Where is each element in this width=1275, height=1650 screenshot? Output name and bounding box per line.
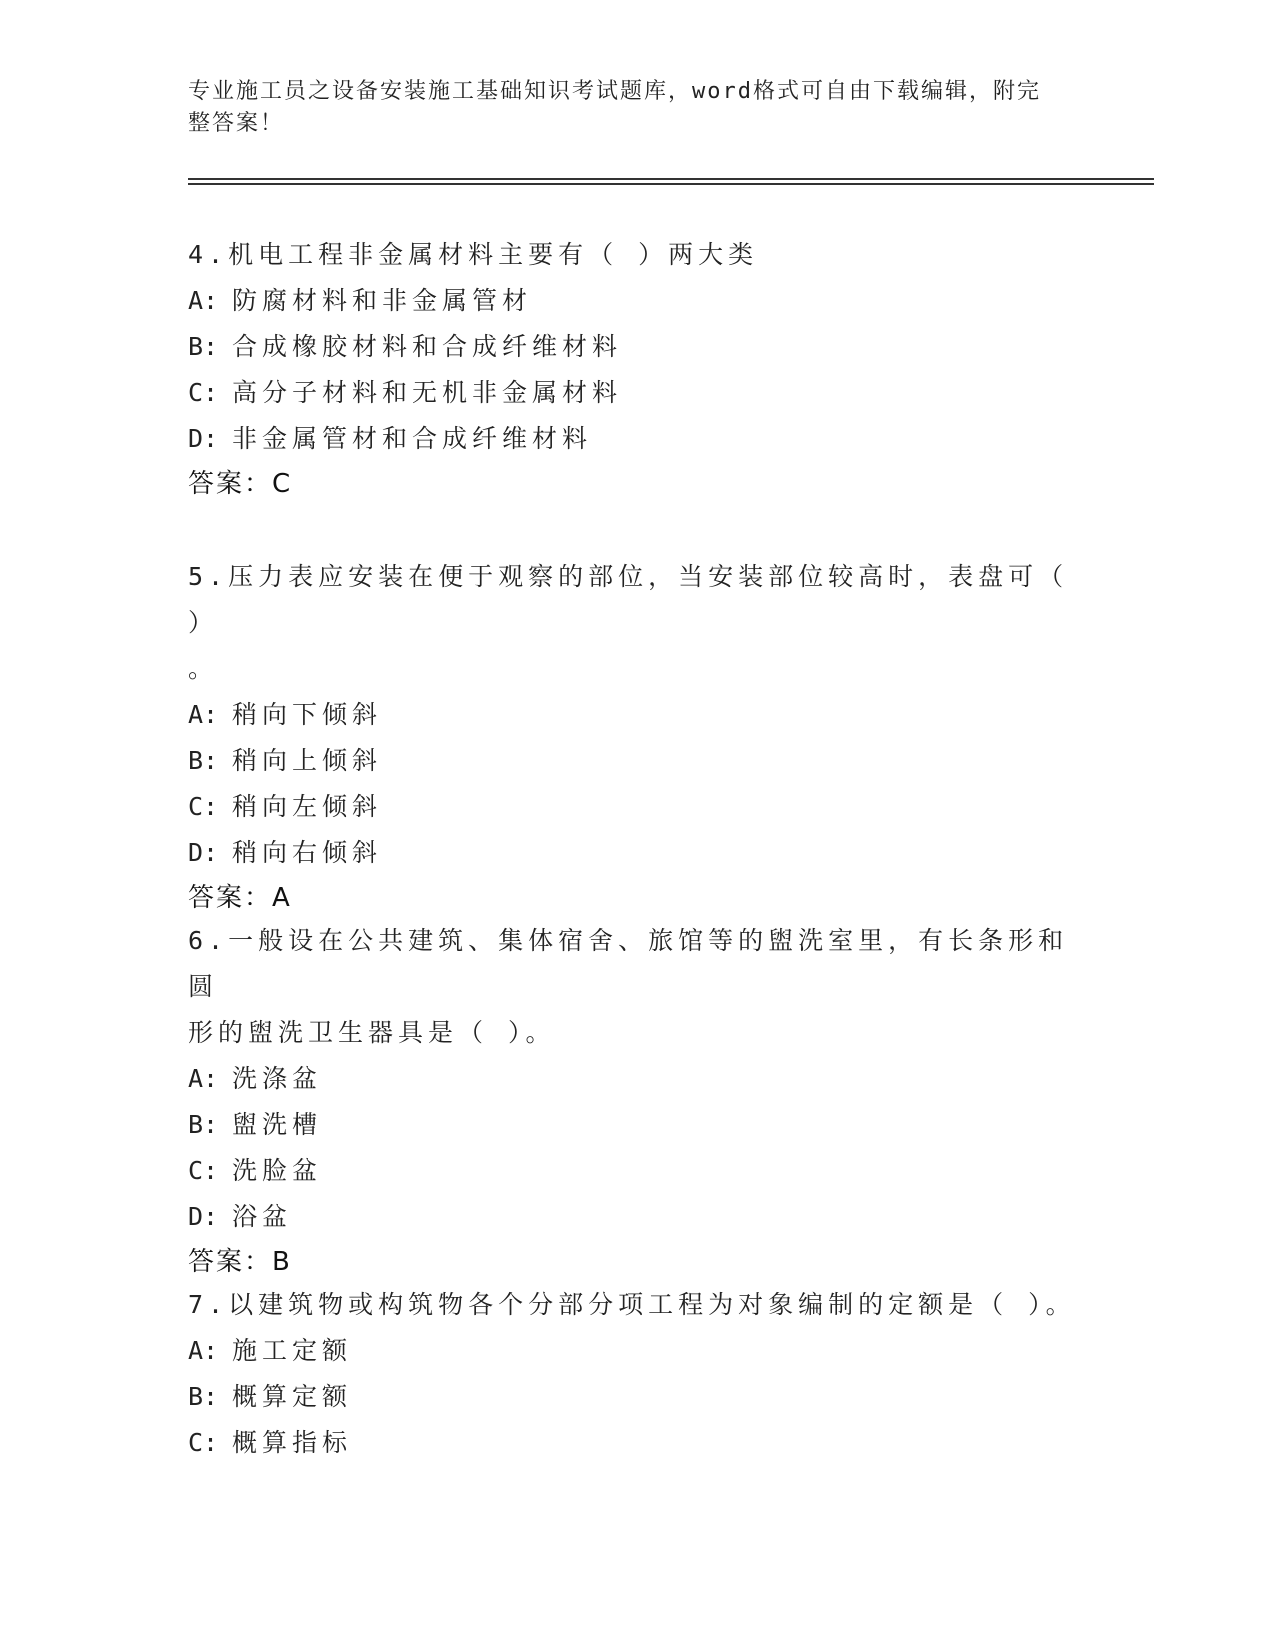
option-letter: C: [188,792,219,821]
option-text: 洗脸盆 [232,1156,323,1185]
header-rule-bottom [188,183,1154,185]
option-text: 稍向下倾斜 [232,700,383,729]
option-b [188,324,1088,370]
option-c [188,1148,1088,1194]
option-text: 高分子材料和无机非金属材料 [232,378,623,407]
option-text: 洗涤盆 [232,1064,323,1093]
option-letter: A: [188,286,219,315]
question-stem-line-1: 6.一般设在公共建筑、集体宿舍、旅馆等的盥洗室里，有长条形和圆 [188,926,1069,1001]
option-letter: C: [188,1428,219,1457]
option-a [188,692,1088,738]
option-text: 非金属管材和合成纤维材料 [232,424,593,453]
option-c [188,1420,1088,1466]
option-b [188,1374,1088,1420]
option-letter: A: [188,1336,219,1365]
option-text: 盥洗槽 [232,1110,323,1139]
option-a [188,1328,1088,1374]
header-line-2: 整答案！ [188,111,285,136]
option-text: 稍向左倾斜 [232,792,383,821]
option-letter: A: [188,1064,219,1093]
option-text: 防腐材料和非金属管材 [232,286,533,315]
option-letter: D: [188,838,219,867]
option-letter: B: [188,332,219,361]
document-header [188,76,1088,140]
question-stem-line-2: 。 [188,654,219,683]
answer-line: 答案：B [188,1247,292,1277]
option-letter: B: [188,1382,219,1411]
option-text: 浴盆 [232,1202,293,1231]
option-a [188,1056,1088,1102]
answer-line: 答案：C [188,469,293,499]
question-stem: 4.机电工程非金属材料主要有（ ）两大类 [188,240,759,269]
option-a [188,278,1088,324]
option-letter: C: [188,1156,219,1185]
option-text: 稍向上倾斜 [232,746,383,775]
option-text: 概算指标 [232,1428,353,1457]
question-6 [188,918,1088,1284]
option-c [188,784,1088,830]
header-line-1: 专业施工员之设备安装施工基础知识考试题库，word格式可自由下载编辑，附完 [188,79,1041,104]
option-c [188,370,1088,416]
option-letter: D: [188,424,219,453]
option-d [188,830,1088,876]
question-4 [188,232,1088,506]
option-text: 稍向右倾斜 [232,838,383,867]
header-rule-top [188,178,1154,180]
question-stem: 7.以建筑物或构筑物各个分部分项工程为对象编制的定额是（ ）。 [188,1290,1076,1319]
option-b [188,1102,1088,1148]
question-stem-line-1: 5.压力表应安装在便于观察的部位，当安装部位较高时，表盘可（ ） [188,562,1069,637]
option-d [188,416,1088,462]
option-d [188,1194,1088,1240]
option-text: 施工定额 [232,1336,353,1365]
question-5 [188,554,1088,920]
question-7 [188,1282,1088,1466]
option-letter: B: [188,1110,219,1139]
answer-line: 答案：A [188,883,292,913]
option-text: 合成橡胶材料和合成纤维材料 [232,332,623,361]
option-letter: A: [188,700,219,729]
option-letter: D: [188,1202,219,1231]
option-letter: B: [188,746,219,775]
question-stem-line-2: 形的盥洗卫生器具是（ ）。 [188,1018,556,1047]
option-b [188,738,1088,784]
option-text: 概算定额 [232,1382,353,1411]
option-letter: C: [188,378,219,407]
